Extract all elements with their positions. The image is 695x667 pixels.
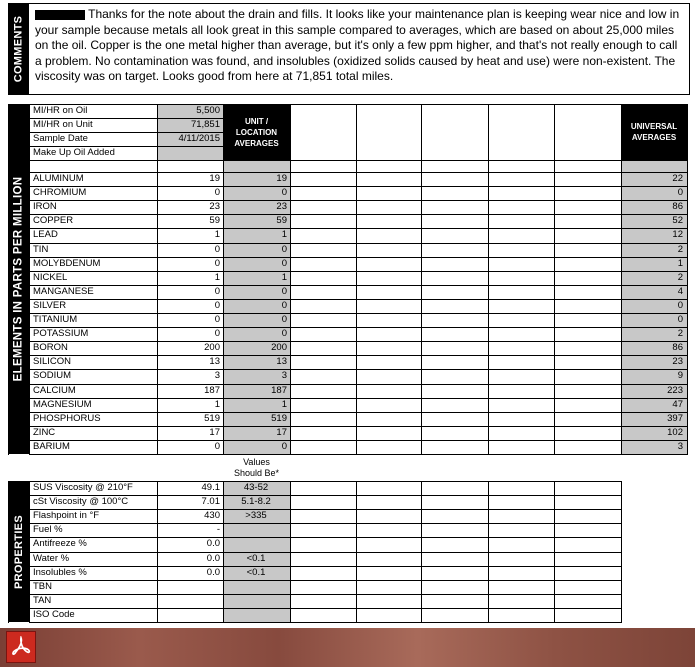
element-unit-avg: 0 bbox=[281, 257, 287, 269]
element-value: 13 bbox=[209, 356, 220, 368]
element-universal: 0 bbox=[677, 187, 683, 199]
element-value: 1 bbox=[214, 229, 220, 241]
grid-line bbox=[488, 104, 489, 455]
comments-text: Thanks for the note about the drain and fills. It looks like your maintenance plan is keeping wear nice and low in your sample because metals all look great in this sample compared to averages, which are based on about 25,000 miles on the oil. Copper is the one metal higher than average, but it's only a few ppm higher, and that's not really enough to call a problem. No contamination was found, and insolubles (oxidized solids caused by heat and use) were non-existent. The viscosity was on target. Looks good from here at 71,851 total miles. bbox=[35, 7, 680, 83]
element-name: NICKEL bbox=[33, 271, 68, 283]
element-name: IRON bbox=[33, 201, 57, 213]
grid-line bbox=[29, 398, 688, 399]
element-universal: 47 bbox=[672, 398, 683, 410]
grid-line bbox=[29, 608, 622, 609]
element-universal: 397 bbox=[667, 412, 683, 424]
elements-label bbox=[8, 104, 29, 454]
element-unit-avg: 17 bbox=[276, 426, 287, 438]
element-name: TIN bbox=[33, 243, 49, 255]
element-name: SILICON bbox=[33, 356, 72, 368]
element-universal: 0 bbox=[677, 299, 683, 311]
property-should-be bbox=[225, 523, 287, 537]
grid-line bbox=[29, 146, 224, 147]
element-value: 1 bbox=[214, 398, 220, 410]
element-name: CALCIUM bbox=[33, 384, 76, 396]
sample-info-label: Sample Date bbox=[33, 133, 88, 145]
universal-averages-header bbox=[621, 104, 687, 160]
grid-line bbox=[29, 299, 688, 300]
comments-label: COMMENTS bbox=[8, 3, 28, 95]
unit-location-averages-label: UNIT / LOCATION AVERAGES bbox=[234, 116, 279, 148]
element-universal: 2 bbox=[677, 271, 683, 283]
pdf-icon bbox=[10, 636, 32, 658]
property-should-be: <0.1 bbox=[246, 566, 266, 578]
property-value bbox=[159, 608, 220, 622]
grid-line bbox=[29, 523, 622, 524]
grid-line bbox=[29, 200, 688, 201]
grid-line bbox=[29, 426, 688, 427]
element-unit-avg: 0 bbox=[281, 314, 287, 325]
element-value: 23 bbox=[209, 201, 220, 213]
sample-info-label: MI/HR on Unit bbox=[33, 119, 93, 131]
properties-label-text: PROPERTIES bbox=[12, 514, 25, 589]
grid-line bbox=[29, 341, 688, 342]
sample-info-value: 71,851 bbox=[190, 119, 220, 131]
property-should-be bbox=[225, 537, 287, 551]
property-value: 0.0 bbox=[206, 552, 220, 564]
elements-label-text: ELEMENTS IN PARTS PER MILLION bbox=[12, 176, 25, 382]
element-unit-avg: 0 bbox=[281, 285, 287, 297]
grid-line bbox=[29, 481, 30, 623]
grid-line bbox=[29, 132, 224, 133]
element-name: MAGNESIUM bbox=[33, 398, 92, 410]
element-universal: 9 bbox=[677, 370, 683, 382]
element-name: LEAD bbox=[33, 229, 58, 241]
property-should-be: 43-52 bbox=[243, 482, 269, 493]
property-should-be: <0.1 bbox=[246, 552, 266, 564]
property-value: 7.01 bbox=[201, 496, 220, 508]
grid-line bbox=[621, 481, 622, 623]
grid-line bbox=[421, 481, 422, 623]
grid-line bbox=[29, 580, 622, 581]
unit-location-averages-header bbox=[223, 104, 290, 160]
element-unit-avg: 1 bbox=[281, 229, 287, 241]
element-name: CHROMIUM bbox=[33, 187, 87, 199]
property-name: SUS Viscosity @ 210°F bbox=[33, 482, 133, 493]
element-unit-avg: 19 bbox=[276, 173, 287, 184]
grid-line bbox=[29, 285, 688, 286]
pdf-download-button[interactable] bbox=[6, 631, 36, 663]
element-name: COPPER bbox=[33, 215, 74, 227]
grid-line bbox=[29, 566, 622, 567]
grid-line bbox=[223, 104, 224, 455]
grid-line bbox=[554, 104, 555, 455]
grid-line bbox=[29, 186, 688, 187]
properties-label bbox=[8, 481, 29, 622]
element-name: BORON bbox=[33, 342, 68, 354]
grid-line bbox=[29, 313, 688, 314]
element-universal: 0 bbox=[677, 314, 683, 325]
grid-line bbox=[223, 481, 224, 623]
property-should-be: 5.1-8.2 bbox=[241, 496, 271, 508]
element-unit-avg: 3 bbox=[281, 370, 287, 382]
element-unit-avg: 0 bbox=[281, 187, 287, 199]
element-universal: 86 bbox=[672, 342, 683, 354]
element-universal: 2 bbox=[677, 243, 683, 255]
element-name: MOLYBDENUM bbox=[33, 257, 101, 269]
element-name: PHOSPHORUS bbox=[33, 412, 101, 424]
values-should-be-header: Values Should Be* bbox=[233, 457, 280, 478]
universal-averages-label: UNIVERSAL AVERAGES bbox=[630, 122, 678, 143]
element-universal: 223 bbox=[667, 384, 683, 396]
element-universal: 102 bbox=[667, 426, 683, 438]
grid-line bbox=[290, 104, 291, 455]
grid-line bbox=[554, 481, 555, 623]
element-name: SODIUM bbox=[33, 370, 71, 382]
grid-line bbox=[29, 412, 688, 413]
grid-line bbox=[29, 495, 622, 496]
grid-line bbox=[8, 481, 9, 623]
grid-line bbox=[29, 622, 622, 623]
property-name: Antifreeze % bbox=[33, 538, 87, 550]
property-name: Water % bbox=[33, 552, 70, 564]
grid-line bbox=[29, 384, 688, 385]
element-value: 0 bbox=[214, 328, 220, 340]
property-value: - bbox=[216, 524, 220, 536]
grid-line bbox=[421, 104, 422, 455]
grid-line bbox=[157, 104, 158, 455]
grid-line bbox=[29, 257, 688, 258]
grid-line bbox=[356, 481, 357, 623]
element-unit-avg: 519 bbox=[271, 412, 287, 424]
grid-line bbox=[687, 104, 688, 455]
element-name: POTASSIUM bbox=[33, 328, 89, 340]
grid-line bbox=[29, 440, 688, 441]
element-value: 0 bbox=[214, 299, 220, 311]
property-value: 0.0 bbox=[206, 538, 220, 550]
element-universal: 2 bbox=[677, 328, 683, 340]
element-value: 519 bbox=[204, 412, 220, 424]
element-unit-avg: 0 bbox=[281, 243, 287, 255]
grid-line bbox=[488, 481, 489, 623]
property-should-be bbox=[225, 580, 287, 594]
element-value: 59 bbox=[209, 215, 220, 227]
footer-bar bbox=[0, 628, 695, 667]
grid-line bbox=[29, 509, 622, 510]
sample-info-label: Make Up Oil Added bbox=[33, 147, 115, 159]
grid-line bbox=[29, 369, 688, 370]
grid-line bbox=[29, 271, 688, 272]
element-universal: 52 bbox=[672, 215, 683, 227]
element-value: 1 bbox=[214, 271, 220, 283]
element-unit-avg: 187 bbox=[271, 384, 287, 396]
element-value: 0 bbox=[214, 285, 220, 297]
grid-line bbox=[29, 552, 622, 553]
property-name: Flashpoint in °F bbox=[33, 510, 100, 522]
grid-line bbox=[29, 172, 688, 173]
element-universal: 1 bbox=[677, 257, 683, 269]
sample-info-label: MI/HR on Oil bbox=[33, 105, 88, 116]
property-should-be bbox=[225, 594, 287, 608]
element-unit-avg: 0 bbox=[281, 299, 287, 311]
element-name: SILVER bbox=[33, 299, 67, 311]
element-value: 0 bbox=[214, 440, 220, 452]
element-unit-avg: 1 bbox=[281, 271, 287, 283]
property-name: TBN bbox=[33, 580, 52, 592]
property-value bbox=[159, 594, 220, 608]
property-should-be: >335 bbox=[245, 510, 267, 522]
grid-line bbox=[29, 537, 622, 538]
sample-info-value bbox=[159, 146, 220, 160]
element-universal: 4 bbox=[677, 285, 683, 297]
grid-line bbox=[621, 104, 622, 455]
grid-line bbox=[29, 228, 688, 229]
sample-info-value: 5,500 bbox=[196, 105, 220, 116]
grid-line bbox=[29, 594, 622, 595]
element-name: ALUMINUM bbox=[33, 173, 84, 184]
element-value: 0 bbox=[214, 314, 220, 325]
element-unit-avg: 0 bbox=[281, 440, 287, 452]
element-name: BARIUM bbox=[33, 440, 70, 452]
element-unit-avg: 59 bbox=[276, 215, 287, 227]
property-name: Insolubles % bbox=[33, 566, 87, 578]
grid-line bbox=[8, 104, 9, 455]
element-unit-avg: 200 bbox=[271, 342, 287, 354]
element-value: 17 bbox=[209, 426, 220, 438]
property-should-be bbox=[225, 608, 287, 622]
property-value bbox=[159, 580, 220, 594]
sample-info-value: 4/11/2015 bbox=[178, 133, 220, 145]
element-universal: 3 bbox=[677, 440, 683, 452]
property-value: 0.0 bbox=[206, 566, 220, 578]
grid-line bbox=[8, 104, 688, 105]
element-name: MANGANESE bbox=[33, 285, 94, 297]
grid-line bbox=[157, 481, 158, 623]
grid-line bbox=[29, 454, 688, 455]
element-value: 0 bbox=[214, 243, 220, 255]
element-value: 187 bbox=[204, 384, 220, 396]
property-name: TAN bbox=[33, 594, 52, 606]
grid-line bbox=[29, 160, 688, 161]
element-value: 0 bbox=[214, 187, 220, 199]
element-value: 200 bbox=[204, 342, 220, 354]
grid-line bbox=[29, 104, 30, 455]
element-name: ZINC bbox=[33, 426, 56, 438]
grid-line bbox=[29, 214, 688, 215]
element-value: 3 bbox=[214, 370, 220, 382]
grid-line bbox=[29, 327, 688, 328]
element-universal: 12 bbox=[672, 229, 683, 241]
grid-line bbox=[356, 104, 357, 455]
grid-line bbox=[29, 243, 688, 244]
grid-line bbox=[29, 355, 688, 356]
element-name: TITANIUM bbox=[33, 314, 78, 325]
property-name: ISO Code bbox=[33, 608, 75, 620]
element-value: 0 bbox=[214, 257, 220, 269]
element-unit-avg: 13 bbox=[276, 356, 287, 368]
element-unit-avg: 1 bbox=[281, 398, 287, 410]
grid-line bbox=[290, 481, 291, 623]
grid-line bbox=[29, 118, 224, 119]
element-unit-avg: 0 bbox=[281, 328, 287, 340]
element-universal: 23 bbox=[672, 356, 683, 368]
property-value: 49.1 bbox=[201, 482, 220, 493]
element-universal: 22 bbox=[672, 173, 683, 184]
property-name: Fuel % bbox=[33, 524, 63, 536]
property-value: 430 bbox=[204, 510, 220, 522]
property-name: cSt Viscosity @ 100°C bbox=[33, 496, 129, 508]
element-value: 19 bbox=[209, 173, 220, 184]
element-universal: 86 bbox=[672, 201, 683, 213]
element-unit-avg: 23 bbox=[276, 201, 287, 213]
grid-line bbox=[29, 481, 622, 482]
